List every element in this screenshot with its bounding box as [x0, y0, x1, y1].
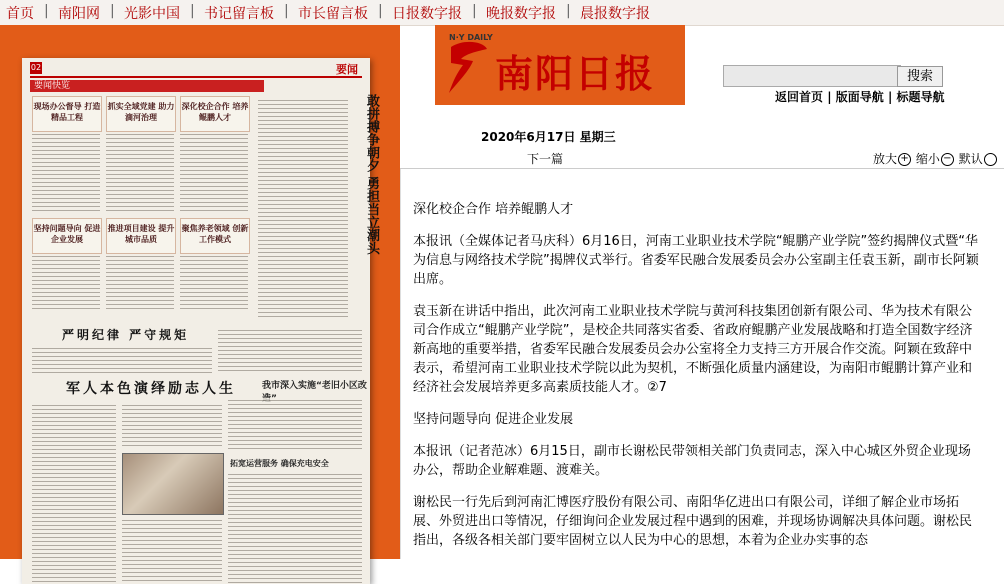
return-home-link[interactable]: 返回首页	[775, 90, 824, 104]
paper-text-block	[106, 254, 174, 310]
logo-title: 南阳日报	[495, 51, 656, 96]
article-title: 深化校企合作 培养鲲鹏人才	[413, 202, 574, 217]
paper-text-block	[32, 254, 100, 310]
paper-subheadline[interactable]: 拓宽运营服务 确保充电安全	[230, 459, 329, 468]
logo-english-tag: N·Y DAILY	[449, 33, 493, 42]
nav-separator: |	[110, 3, 115, 19]
paper-text-block	[228, 472, 362, 584]
paper-text-block	[218, 328, 362, 374]
paper-headline[interactable]: 严明纪律 严守规矩	[62, 328, 190, 342]
paper-header	[30, 62, 362, 78]
paper-text-block	[106, 132, 174, 212]
nav-home[interactable]: 首页	[6, 6, 34, 22]
nav-separator: |	[190, 3, 195, 19]
paper-headline-cell[interactable]: 现场办公督导 打造精品工程	[32, 96, 102, 132]
paper-text-block	[258, 98, 348, 318]
nav-separator: |	[827, 90, 836, 104]
paper-text-block	[228, 398, 362, 452]
nav-separator: |	[566, 3, 571, 19]
brush-emblem-icon	[443, 37, 491, 97]
nav-separator: |	[44, 3, 49, 19]
paper-text-block	[122, 403, 222, 447]
zoom-out-label[interactable]: 缩小	[915, 152, 940, 166]
minus-icon[interactable]: −	[941, 153, 954, 166]
plus-icon[interactable]: +	[898, 153, 911, 166]
secondary-navigation	[775, 88, 945, 105]
nav-guangying[interactable]: 光影中国	[124, 6, 180, 22]
paper-headline-cell[interactable]: 深化校企合作 培养鲲鹏人才	[180, 96, 250, 132]
nav-separator: |	[378, 3, 383, 19]
paper-headline-cell[interactable]: 坚持问题导向 促进企业发展	[32, 218, 102, 254]
paper-text-block	[180, 254, 248, 310]
top-navigation	[0, 0, 1004, 26]
paper-vertical-headline[interactable]: 敢拼搏争朝夕 勇担当立潮头	[364, 94, 379, 255]
article-body	[413, 200, 979, 563]
search-button[interactable]: 搜索	[897, 66, 943, 87]
article-title: 坚持问题导向 促进企业发展	[413, 412, 574, 427]
paper-headline-cell[interactable]: 推进项目建设 提升城市品质	[106, 218, 176, 254]
zoom-in-label[interactable]: 放大	[873, 152, 898, 166]
paper-brief-band: 要闻快览	[30, 80, 264, 92]
paper-text-block	[122, 518, 222, 584]
nav-morning-digital[interactable]: 晨报数字报	[580, 6, 650, 22]
circle-icon[interactable]	[984, 153, 997, 166]
article-paragraph: 本报讯（全媒体记者马庆科）6月16日，河南工业职业技术学院“鲲鹏产业学院”签约揭牌仪式暨“华为信息与网络技术学院”揭牌仪式举行。省委军民融合发展委员会办公室副主任袁玉新，副市长阿颖出席。	[413, 234, 979, 287]
nav-separator: |	[887, 90, 897, 104]
zoom-default-label[interactable]: 默认	[958, 152, 983, 166]
article-paragraph: 本报讯（记者范冰）6月15日，副市长谢松民带领相关部门负责同志，深入中心城区外贸企业现场办公，帮助企业解难题、渡难关。	[413, 444, 971, 478]
paper-headline-cell[interactable]: 抓实全域党建 助力滴河治理	[106, 96, 176, 132]
newspaper-logo[interactable]	[435, 25, 685, 105]
title-nav-link[interactable]: 标题导航	[896, 90, 945, 104]
paper-page-number: 02	[30, 63, 42, 72]
article-paragraph: 袁玉新在讲话中指出，此次河南工业职业技术学院与黄河科技集团创新有限公司、华为技术有限公司合作成立“鲲鹏产业学院”，是校企共同落实省委、省政府鲲鹏产业发展战略和打造全国数字经济新高地的重要举措，省委军民融合发展委员会办公室将全力支持三方开展合作交流。阿颖在致辞中表示，希望河南工业职业技术学院以此为契机，不断强化质量内涵建设，为南阳市鲲鹏计算产业和经济社会发展培养更多高素质技能人才。②7	[413, 304, 973, 395]
paper-section-label: 要闻	[336, 63, 358, 76]
nav-nanyang-net[interactable]: 南阳网	[58, 6, 100, 22]
paper-headline[interactable]: 军人本色演绎励志人生	[66, 381, 236, 397]
page-preview-panel	[0, 25, 400, 559]
paper-text-block	[180, 132, 248, 212]
layout-nav-link[interactable]: 版面导航	[835, 90, 884, 104]
article-paragraph: 谢松民一行先后到河南汇博医疗股份有限公司、南阳华亿进出口有限公司，详细了解企业市场拓展、外贸进出口等情况，仔细询问企业发展过程中遇到的困难，并现场协调解决具体问题。谢松民指出，各级各相关部门要牢固树立以人民为中心的思想，本着为企业办实事的态	[413, 495, 973, 548]
next-article-link[interactable]: 下一篇	[527, 152, 564, 166]
paper-text-block	[32, 346, 212, 374]
paper-photo	[122, 453, 224, 515]
newspaper-page-thumbnail[interactable]	[22, 58, 379, 584]
issue-date: 2020年6月17日 星期三	[481, 130, 616, 144]
search-input[interactable]	[723, 65, 901, 87]
paper-subheadline[interactable]: 我市深入实施“老旧小区改	[262, 381, 367, 391]
nav-separator: |	[284, 3, 289, 19]
zoom-controls	[873, 150, 998, 167]
paper-text-block	[32, 403, 116, 583]
nav-mayor-board[interactable]: 市长留言板	[298, 6, 368, 22]
nav-secretary-board[interactable]: 书记留言板	[204, 6, 274, 22]
nav-evening-digital[interactable]: 晚报数字报	[486, 6, 556, 22]
paper-text-block	[32, 132, 100, 212]
nav-separator: |	[472, 3, 477, 19]
paper-headline-cell[interactable]: 聚焦养老领域 创新工作模式	[180, 218, 250, 254]
nav-daily-digital[interactable]: 日报数字报	[392, 6, 462, 22]
